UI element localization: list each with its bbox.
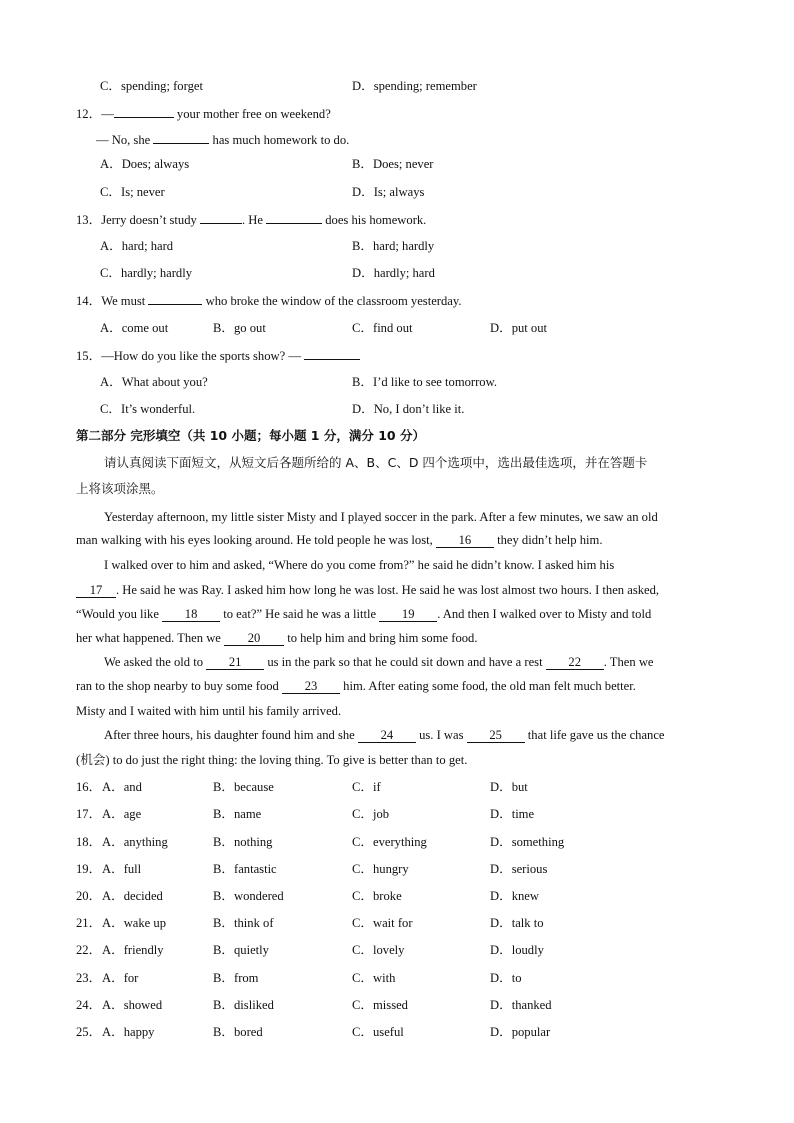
cloze-blank-16: 16 — [436, 533, 494, 548]
option-a: A．decided — [102, 889, 163, 903]
option-row-number: 20． — [76, 889, 102, 903]
option-row-number: 22． — [76, 943, 102, 957]
passage-p3-line3: Misty and I waited with him until his family arrived. — [76, 704, 342, 718]
option-a: A．and — [102, 780, 142, 794]
option-c: C．lovely — [352, 943, 405, 957]
cloze-blank-24: 24 — [358, 728, 416, 743]
q15-option-d: D．No, I don’t like it. — [352, 402, 465, 416]
option-row-number: 25． — [76, 1025, 102, 1039]
q12-stem-post: your mother free on weekend? — [173, 107, 331, 121]
q12-line2 — [96, 131, 349, 148]
passage-text: him. After eating some food, the old man felt much better. — [340, 679, 636, 693]
q15-option-b: B．I’d like to see tomorrow. — [352, 375, 498, 389]
q12-line2-pre: — No, she — [96, 133, 154, 147]
q12-stem — [76, 105, 331, 122]
option-c: C．hungry — [352, 862, 409, 876]
q11-option-d: D．spending; remember — [352, 79, 477, 93]
option-a: A．for — [102, 971, 139, 985]
q13-option-a: A．hard; hard — [100, 239, 174, 253]
option-a: A．age — [102, 807, 142, 821]
option-row-number: 19． — [76, 862, 102, 876]
option-c: C．useful — [352, 1025, 404, 1039]
passage-p3-line1 — [104, 654, 654, 670]
part2-instruction-line1: 请认真阅读下面短文，从短文后各题所给的 A、B、C、D 四个选项中，选出最佳选项，并在答题卡 — [104, 455, 648, 470]
passage-text: they didn’t help him. — [493, 533, 603, 547]
cloze-blank-17: 17 — [76, 583, 116, 598]
option-row-number: 16． — [76, 780, 102, 794]
q15-blank — [304, 347, 360, 360]
option-c: C．everything — [352, 835, 427, 849]
q13-stem — [76, 211, 426, 228]
q14-stem-post: who broke the window of the classroom yesterday. — [202, 294, 462, 308]
passage-text: After three hours, his daughter found him and she — [104, 728, 358, 742]
q13-stem-mid: . He — [241, 213, 267, 227]
option-b: B．because — [213, 780, 274, 794]
q15-option-c: C．It’s wonderful. — [100, 402, 196, 416]
option-c: C．with — [352, 971, 396, 985]
option-b: B．from — [213, 971, 259, 985]
option-d: D．knew — [490, 889, 539, 903]
option-a: A．wake up — [102, 916, 167, 930]
option-a: A．happy — [102, 1025, 155, 1039]
passage-text: to eat?” He said he was a little — [220, 607, 380, 621]
q12-option-d: D．Is; always — [352, 185, 425, 199]
q12-stem-pre: 12．— — [76, 107, 114, 121]
q14-option-b: B．go out — [213, 321, 266, 335]
q13-blank-2 — [266, 211, 322, 224]
option-a: A．full — [102, 862, 142, 876]
passage-text: . Then we — [603, 655, 654, 669]
q14-option-c: C．find out — [352, 321, 413, 335]
passage-text: her what happened. Then we — [76, 631, 225, 645]
q12-line2-post: has much homework to do. — [209, 133, 350, 147]
option-d: D．thanked — [490, 998, 552, 1012]
option-c: C．job — [352, 807, 390, 821]
option-c: C．missed — [352, 998, 408, 1012]
passage-text: We asked the old to — [104, 655, 207, 669]
cloze-blank-22: 22 — [546, 655, 604, 670]
option-row-number: 18． — [76, 835, 102, 849]
part2-instruction-line2: 上将该项涂黑。 — [76, 481, 164, 496]
q12-option-c: C．Is; never — [100, 185, 165, 199]
option-b: B．name — [213, 807, 262, 821]
q13-option-d: D．hardly; hard — [352, 266, 435, 280]
q14-stem — [76, 292, 462, 309]
option-row-number: 21． — [76, 916, 102, 930]
option-b: B．bored — [213, 1025, 263, 1039]
cloze-blank-18: 18 — [162, 607, 220, 622]
option-d: D．loudly — [490, 943, 544, 957]
q12-option-b: B．Does; never — [352, 157, 434, 171]
q11-option-c: C．spending; forget — [100, 79, 203, 93]
option-b: B．fantastic — [213, 862, 277, 876]
q12-option-a: A．Does; always — [100, 157, 190, 171]
q15-stem-pre: 15．—How do you like the sports show? — — [76, 349, 305, 363]
option-b: B．disliked — [213, 998, 274, 1012]
option-row-number: 23． — [76, 971, 102, 985]
cloze-blank-20: 20 — [224, 631, 284, 646]
passage-p2-line4 — [76, 630, 477, 646]
option-row-number: 24． — [76, 998, 102, 1012]
passage-p1-line2 — [76, 532, 602, 548]
passage-p1-line1: Yesterday afternoon, my little sister Misty and I played soccer in the park. After a few minutes, we saw an old — [104, 510, 658, 524]
cloze-blank-23: 23 — [282, 679, 340, 694]
passage-p4-line1 — [104, 727, 665, 743]
option-d: D．time — [490, 807, 535, 821]
passage-p4-line2: (机会) to do just the right thing: the loving thing. To give is better than to get. — [76, 753, 468, 767]
cloze-blank-21: 21 — [206, 655, 264, 670]
cloze-blank-25: 25 — [467, 728, 525, 743]
option-a: A．friendly — [102, 943, 164, 957]
option-d: D．serious — [490, 862, 548, 876]
option-b: B．wondered — [213, 889, 284, 903]
q15-stem — [76, 347, 360, 364]
passage-p2-line3 — [76, 606, 651, 622]
option-d: D．popular — [490, 1025, 551, 1039]
option-c: C．wait for — [352, 916, 413, 930]
q13-stem-post: does his homework. — [322, 213, 427, 227]
q13-option-c: C．hardly; hardly — [100, 266, 192, 280]
option-d: D．but — [490, 780, 528, 794]
option-d: D．to — [490, 971, 522, 985]
passage-p2-line2 — [76, 582, 659, 598]
passage-text: man walking with his eyes looking around. He told people he was lost, — [76, 533, 436, 547]
q13-option-b: B．hard; hardly — [352, 239, 435, 253]
option-b: B．nothing — [213, 835, 273, 849]
option-c: C．broke — [352, 889, 402, 903]
q14-blank — [148, 292, 202, 305]
passage-text: us. I was — [415, 728, 467, 742]
option-a: A．anything — [102, 835, 168, 849]
option-a: A．showed — [102, 998, 163, 1012]
option-c: C．if — [352, 780, 381, 794]
part2-title: 第二部分 完形填空（共 10 小题；每小题 1 分，满分 10 分） — [76, 428, 425, 443]
passage-text: to help him and bring him some food. — [284, 631, 478, 645]
q12-blank-2 — [153, 131, 209, 144]
q14-option-a: A．come out — [100, 321, 169, 335]
option-d: D．something — [490, 835, 565, 849]
option-d: D．talk to — [490, 916, 544, 930]
q14-stem-pre: 14．We must — [76, 294, 149, 308]
passage-p2-line1: I walked over to him and asked, “Where do you come from?” he said he didn’t know. I asked him his — [104, 558, 615, 572]
passage-text: ran to the shop nearby to buy some food — [76, 679, 283, 693]
passage-p3-line2 — [76, 678, 636, 694]
option-row-number: 17． — [76, 807, 102, 821]
passage-text: . He said he was Ray. I asked him how long he was lost. He said he was lost almost two hours. I then asked, — [116, 583, 660, 597]
passage-text: . And then I walked over to Misty and told — [437, 607, 652, 621]
q15-option-a: A．What about you? — [100, 375, 208, 389]
passage-text: that life gave us the chance — [524, 728, 665, 742]
option-b: B．quietly — [213, 943, 269, 957]
q14-option-d: D．put out — [490, 321, 548, 335]
passage-text: “Would you like — [76, 607, 163, 621]
q13-stem-pre: 13．Jerry doesn’t study — [76, 213, 200, 227]
option-b: B．think of — [213, 916, 274, 930]
cloze-blank-19: 19 — [379, 607, 437, 622]
q12-blank-1 — [114, 105, 174, 118]
q13-blank-1 — [200, 211, 242, 224]
passage-text: us in the park so that he could sit down and have a rest — [264, 655, 546, 669]
